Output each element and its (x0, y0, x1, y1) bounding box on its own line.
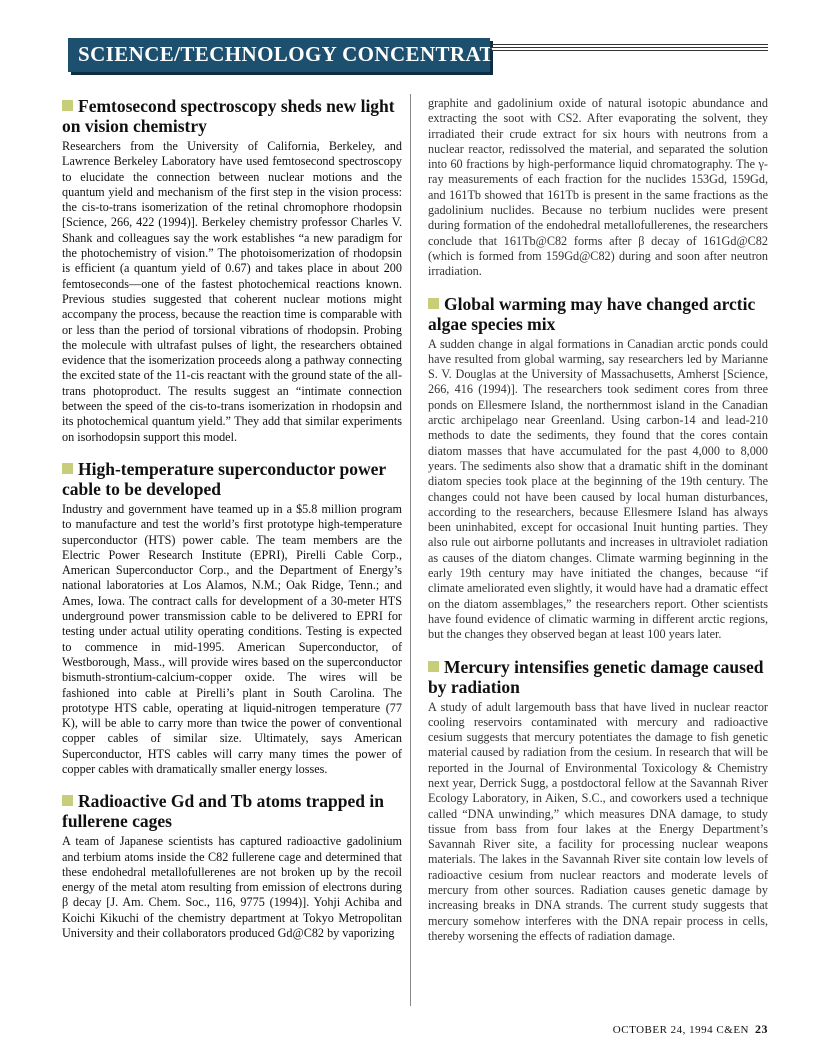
bullet-square-icon (428, 298, 439, 309)
bullet-square-icon (62, 100, 73, 111)
right-column (428, 96, 768, 958)
left-column (62, 96, 402, 955)
banner-rule (490, 50, 768, 51)
page-footer (560, 1022, 768, 1037)
article-femtosecond (62, 96, 402, 445)
headline: Femtosecond spectroscopy sheds new light on vision chemistry (62, 96, 395, 136)
banner-rule (490, 47, 768, 48)
headline: Mercury intensifies genetic damage caused by radiation (428, 656, 764, 697)
article-fullerene (62, 791, 402, 941)
article-body: A team of Japanese scientists has captured radioactive gadolinium and terbium atoms inside the C82 fullerene cage and determined that these endohedral metallofullerenes are not broken up by the recoil energy of the metal atom resulting from emission of electrons during β decay [J. Am. Chem. Soc., 116, 9775 (1994)]. Yohji Achiba and Koichi Kikuchi of the chemistry department at Tokyo Metropolitan University and their collaborators produced Gd@C82 by vaporizing (62, 834, 402, 941)
article-superconductor (62, 459, 402, 777)
section-banner (68, 38, 521, 72)
bullet-square-icon (62, 795, 73, 806)
article-continuation: graphite and gadolinium oxide of natural isotopic abundance and extracting the soot with CS2. After evaporating the solvent, they irradiated their crude extract for six hours with neutrons from a nuclear reactor, redissolved the material, and separated the solution into 60 fractions by high-performance liquid chromatography. The γ-ray measurements of each fraction for the nuclides 153Gd, 159Gd, and 161Tb showed that 161Tb is present in the same fractions as the gadolinium nuclides. Because no terbium nuclides were present during formation of the endohedral metallofullerenes, the researchers conclude that 161Tb@C82 forms after β decay of 161Gd@C82 (which is formed from 159Gd@C82) during and soon after neutron irradiation. (428, 96, 768, 279)
headline: Radioactive Gd and Tb atoms trapped in fullerene cages (62, 791, 384, 832)
issue-date: OCTOBER 24, 1994 C&EN (612, 1024, 749, 1036)
section-title: SCIENCE/TECHNOLOGY CONCENTRATES (78, 42, 521, 66)
bullet-square-icon (428, 661, 439, 672)
headline: Global warming may have changed arctic algae species mix (428, 293, 756, 334)
article-body: Researchers from the University of California, Berkeley, and Lawrence Berkeley Laboratory have used femtosecond spectroscopy to elucidate the connection between nuclear motions and the quantum yield and mechanism of the first step in the vision process: the cis-to-trans isomerization of the retinal chromophore rhodopsin [Science, 266, 422 (1994)]. Berkeley chemistry professor Charles V. Shank and colleagues say the work establishes “a new paradigm for the photochemistry of vision.” The photoisomerization of rhodopsin is efficient (a quantum yield of 0.67) and takes place in about 200 femtoseconds—one of the fastest photochemical reactions known. Previous studies suggested that coherent nuclear motions might accompany the process, because the reaction time is comparable with or less than the period of torsional vibrations of rhodopsin. Probing the molecule with ultrafast pulses of light, the researchers obtained evidence that the isomerization proceeds along a pathway connecting the excited state of the 11-cis reactant with the ground state of the all-trans photoproduct. The results suggest an “intimate connection between the speed of the cis-to-trans isomerization in rhodopsin and its photochemical quantum yield.” They add that similar experiments on isorhodopsin support this model. (62, 139, 402, 444)
article-body: Industry and government have teamed up in a $5.8 million program to manufacture and test the world’s first prototype high-temperature superconductor (HTS) power cable. The team members are the Electric Power Research Institute (EPRI), Pirelli Cable Corp., American Superconductor Corp., and the Department of Energy’s national laboratories at Los Alamos, N.M.; Oak Ridge, Tenn.; and Ames, Iowa. The contract calls for development of a 30-meter HTS underground power transmission cable to be delivered to EPRI for testing under actual utility operating conditions. Testing is expected to commence in mid-1995. American Superconductor, of Westborough, Mass., will provide wires based on the superconductor bismuth-strontium-calcium-copper oxide. The wires will be fashioned into cable at Pirelli’s plant in South Carolina. The prototype HTS cable, operating at liquid-nitrogen temperature (77 K), will be able to carry more than twice the power of conventional copper cables of similar size. Ultimately, says American Superconductor, HTS cables will carry many times the power of copper cables with dramatically smaller energy losses. (62, 501, 402, 776)
headline: High-temperature superconductor power cable to be developed (62, 458, 386, 499)
column-divider (410, 94, 411, 1006)
article-body: A study of adult largemouth bass that have lived in nuclear reactor cooling reservoirs contaminated with mercury and radioactive cesium suggests that mercury potentiates the damage to fish genetic material caused by radiation from the cesium. In research that will be reported in the Journal of Environmental Toxicology & Chemistry next year, Derrick Sugg, a postdoctoral fellow at the Savannah River Ecology Laboratory, in Aiken, S.C., and coworkers used a technique called “DNA unwinding,” which measures DNA damage, to study tissue from bass from four lakes at the Energy Department’s Savannah River site, a facility for processing nuclear weapons materials. The lakes in the Savannah River site contain low levels of radioactive cesium from nuclear reactors and moderate levels of mercury from other sources. Radiation causes genetic damage by increasing breaks in DNA strands. The current study suggests that mercury somehow interferes with the DNA repair process in cells, thereby worsening the effects of radiation damage. (428, 699, 768, 943)
article-body: A sudden change in algal formations in Canadian arctic ponds could have resulted from global warming, say researchers led by Marianne S. V. Douglas at the University of Massachusetts, Amherst [Science, 266, 416 (1994)]. The researchers took sediment cores from three ponds on Ellesmere Island, the northernmost island in the Canadian arctic archipelago near Greenland. Using carbon-14 and lead-210 methods to date the sediments, they found that the cores contain diatom masses that have accumulated for the past 4,000 to 8,000 years. The sediments also show that a dramatic shift in the dominant diatom species took place at the beginning of the 19th century. The changes could not have been caused by local human disturbances, according to the researchers, because Ellesmere Island has always been uninhabited, except for occasional Inuit hunting parties. They also rule out airborne pollutants and increases in ultraviolet radiation as causes of the diatom changes. Climate warming beginning in the early 19th century may have initiated the changes, because “if climate ameliorated even slightly, it would have had a dramatic effect on the diatom assemblages,” the researchers report. Other scientists have found evidence of climatic warming in different arctic regions, but the changes they observed began at least 100 years later. (428, 336, 768, 642)
bullet-square-icon (62, 463, 73, 474)
article-mercury (428, 657, 768, 945)
article-arctic-algae (428, 294, 768, 643)
banner-rule (490, 44, 768, 45)
page-number: 23 (755, 1022, 768, 1036)
